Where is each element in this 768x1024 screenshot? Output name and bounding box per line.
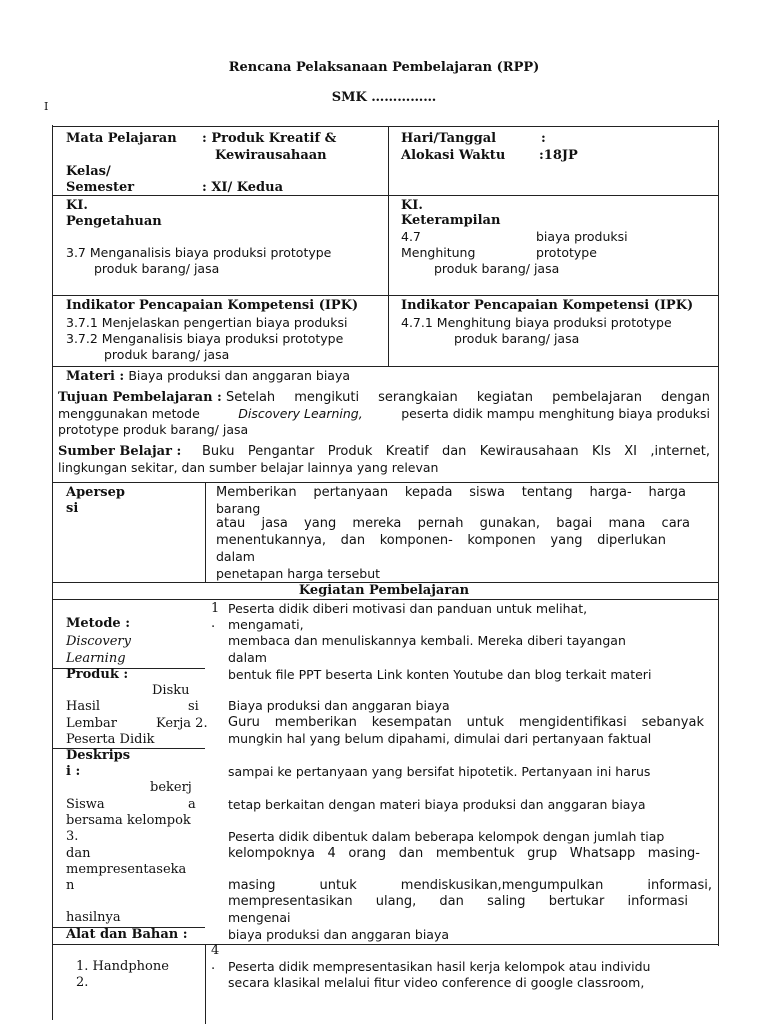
deskripsi-line-5: dan xyxy=(66,846,91,861)
ki-skill-label-1: KI. xyxy=(401,198,423,213)
time-allocation-label: Alokasi Waktu xyxy=(401,148,506,163)
tujuan-line-2 xyxy=(58,406,710,422)
deskripsi-line-7: n xyxy=(66,878,75,893)
ki-skill-label-2: Keterampilan xyxy=(401,213,501,228)
deskripsi-line-6: mempresentaseka xyxy=(66,862,187,877)
materi-value: Biaya produksi dan anggaran biaya xyxy=(128,368,351,383)
kegiatan-line-01: Peserta didik diberi motivasi dan panduan untuk melihat, xyxy=(228,601,588,616)
deskripsi-line-4: 3. xyxy=(66,829,79,844)
school-name: SMK …………… xyxy=(331,90,437,105)
ipk-knowledge-header: Indikator Pencapaian Kompetensi (IPK) xyxy=(66,298,359,313)
time-allocation-value: :18JP xyxy=(539,148,578,163)
deskripsi-line-3: bersama kelompok xyxy=(66,813,191,828)
metode-line-2: Learning xyxy=(66,651,126,666)
alat-bahan-label: Alat dan Bahan : xyxy=(66,927,188,942)
stray-mark: I xyxy=(44,100,49,113)
table-middle-divider xyxy=(388,126,389,366)
materi-label: Materi : xyxy=(66,369,125,384)
apersepsi-label-2: si xyxy=(66,501,79,516)
kegiatan-line-08: mungkin hal yang belum dipahami, dimulai dari pertanyaan faktual xyxy=(228,731,652,746)
ipk-knowledge-2: 3.7.2 Menganalisis biaya produksi prototype xyxy=(66,331,344,346)
tujuan-line-1-text: Setelah mengikuti serangkaian kegiatan pembelajaran dengan xyxy=(226,390,710,405)
ki-skill-word-2: prototype xyxy=(536,245,597,260)
apersepsi-label-1: Apersep xyxy=(66,485,125,500)
step-number-1-dot: . xyxy=(211,616,216,631)
class-value: : XI/ Kedua xyxy=(202,180,284,195)
ki-knowledge-item-2: produk barang/ jasa xyxy=(94,261,220,276)
table-left-border xyxy=(52,126,53,1020)
kegiatan-line-14: mempresentasikan ulang, dan saling bertukar informasi xyxy=(228,894,688,909)
materi-line xyxy=(66,368,350,385)
subject-label: Mata Pelajaran xyxy=(66,131,177,146)
kegiatan-line-12: kelompoknya 4 orang dan membentuk grup Whatsapp masing- xyxy=(228,846,700,861)
kegiatan-line-10: tetap berkaitan dengan materi biaya produksi dan anggaran biaya xyxy=(228,797,646,812)
ki-knowledge-item-1: 3.7 Menganalisis biaya produksi prototype xyxy=(66,245,332,260)
kegiatan-line-07: Guru memberikan kesempatan untuk mengidentifikasi sebanyak xyxy=(228,715,704,730)
deskripsi-line-1: bekerj xyxy=(150,780,192,795)
ki-skill-item-2: produk barang/ jasa xyxy=(434,261,560,276)
row-divider-ki xyxy=(52,295,718,296)
kegiatan-line-02: mengamati, xyxy=(228,617,304,632)
produk-line-4: Peserta Didik xyxy=(66,732,155,747)
deskripsi-line-2b: a xyxy=(188,797,196,812)
kegiatan-line-11: Peserta didik dibentuk dalam beberapa kelompok dengan jumlah tiap xyxy=(228,829,665,844)
apersepsi-line-1: Memberikan pertanyaan kepada siswa tentang harga- harga xyxy=(216,485,686,500)
deskripsi-label-2: i : xyxy=(66,764,81,779)
tujuan-line-3: prototype produk barang/ jasa xyxy=(58,422,249,437)
produk-line-1: Disku xyxy=(152,683,190,698)
kegiatan-line-04: dalam xyxy=(228,650,267,665)
kegiatan-line-05: bentuk file PPT beserta Link konten Youtube dan blog terkait materi xyxy=(228,667,652,682)
sumber-label: Sumber Belajar : xyxy=(58,444,182,459)
step-number-4: 4 xyxy=(211,943,220,958)
produk-label: Produk : xyxy=(66,667,129,682)
ki-skill-number: 4.7 xyxy=(401,229,421,244)
tujuan-label: Tujuan Pembelajaran : xyxy=(58,390,222,405)
ipk-skill-1: 4.7.1 Menghitung biaya produksi prototype xyxy=(401,315,672,330)
class-label-line-1: Kelas/ xyxy=(66,164,111,179)
ki-skill-verb: Menghitung xyxy=(401,245,476,260)
tujuan-line-2c: peserta didik mampu menghitung biaya produksi xyxy=(401,406,710,421)
kegiatan-line-15: mengenai xyxy=(228,910,291,925)
row-divider-identity xyxy=(52,195,718,196)
row-divider-ipk xyxy=(52,366,718,367)
ipk-knowledge-1: 3.7.1 Menjelaskan pengertian biaya produksi xyxy=(66,315,348,330)
kegiatan-line-09: sampai ke pertanyaan yang bersifat hipotetik. Pertanyaan ini harus xyxy=(228,764,651,779)
kegiatan-line-06: Biaya produksi dan anggaran biaya xyxy=(228,698,450,713)
tujuan-line-1 xyxy=(58,390,710,406)
subject-value-line-2: Kewirausahaan xyxy=(215,148,327,163)
step-number-4-dot: . xyxy=(211,958,216,973)
produk-line-2b: si xyxy=(188,699,199,714)
tujuan-method-name: Discovery Learning, xyxy=(238,406,363,421)
produk-line-3b: Kerja 2. xyxy=(156,716,208,731)
ipk-knowledge-3: produk barang/ jasa xyxy=(104,347,230,362)
document-title: Rencana Pelaksanaan Pembelajaran (RPP) xyxy=(228,60,540,75)
kegiatan-line-17: Peserta didik mempresentasikan hasil kerja kelompok atau individu xyxy=(228,959,651,974)
table-top-border xyxy=(52,126,718,127)
produk-line-3a: Lembar xyxy=(66,716,117,731)
apersepsi-line-6: penetapan harga tersebut xyxy=(216,566,381,581)
kegiatan-line-13: masing untuk mendiskusikan,mengumpulkan informasi, xyxy=(228,878,712,893)
apersepsi-line-5: dalam xyxy=(216,549,255,564)
subject-value-line-1: : Produk Kreatif & xyxy=(202,131,337,146)
ipk-skill-2: produk barang/ jasa xyxy=(454,331,580,346)
apersepsi-divider xyxy=(205,482,206,582)
kegiatan-lower-divider xyxy=(205,944,206,1024)
day-label: Hari/Tanggal xyxy=(401,131,497,146)
ki-knowledge-label-2: Pengetahuan xyxy=(66,214,162,229)
produk-line-2a: Hasil xyxy=(66,699,101,714)
kegiatan-line-16: biaya produksi dan anggaran biaya xyxy=(228,927,450,942)
ki-knowledge-label-1: KI. xyxy=(66,198,88,213)
sumber-line-2: lingkungan sekitar, dan sumber belajar lainnya yang relevan xyxy=(58,460,439,475)
deskripsi-label-1: Deskrips xyxy=(66,748,131,763)
step-number-1: 1 xyxy=(211,601,220,616)
table-right-border xyxy=(718,120,719,946)
apersepsi-line-4: menentukannya, dan komponen- komponen yang diperlukan xyxy=(216,533,666,548)
sumber-line-1 xyxy=(58,444,710,460)
sumber-line-1-text: Buku Pengantar Produk Kreatif dan Kewirausahaan Kls XI ,internet, xyxy=(202,444,710,459)
kegiatan-line-03: membaca dan menuliskannya kembali. Mereka diberi tayangan xyxy=(228,633,626,648)
kegiatan-line-18: secara klasikal melalui fitur video conference di google classroom, xyxy=(228,975,645,990)
alat-bahan-item-2: 2. xyxy=(76,975,89,990)
tujuan-line-2a: menggunakan metode xyxy=(58,406,200,421)
apersepsi-line-3: atau jasa yang mereka pernah gunakan, bagai mana cara xyxy=(216,516,690,531)
ki-skill-word-1: biaya produksi xyxy=(536,229,628,244)
class-label-line-2: Semester xyxy=(66,180,135,195)
deskripsi-line-8: hasilnya xyxy=(66,910,121,925)
apersepsi-line-2: barang xyxy=(216,501,261,516)
metode-line-1: Discovery xyxy=(66,634,131,649)
deskripsi-line-2a: Siswa xyxy=(66,797,105,812)
metode-label: Metode : xyxy=(66,616,131,631)
day-value: : xyxy=(541,131,546,146)
kegiatan-bottom-line xyxy=(52,944,718,945)
alat-bahan-item-1: 1. Handphone xyxy=(76,959,169,974)
row-divider-kegiatan-header xyxy=(52,599,718,600)
ipk-skill-header: Indikator Pencapaian Kompetensi (IPK) xyxy=(401,298,694,313)
kegiatan-header: Kegiatan Pembelajaran xyxy=(298,583,470,598)
row-divider-sumber xyxy=(52,482,718,483)
